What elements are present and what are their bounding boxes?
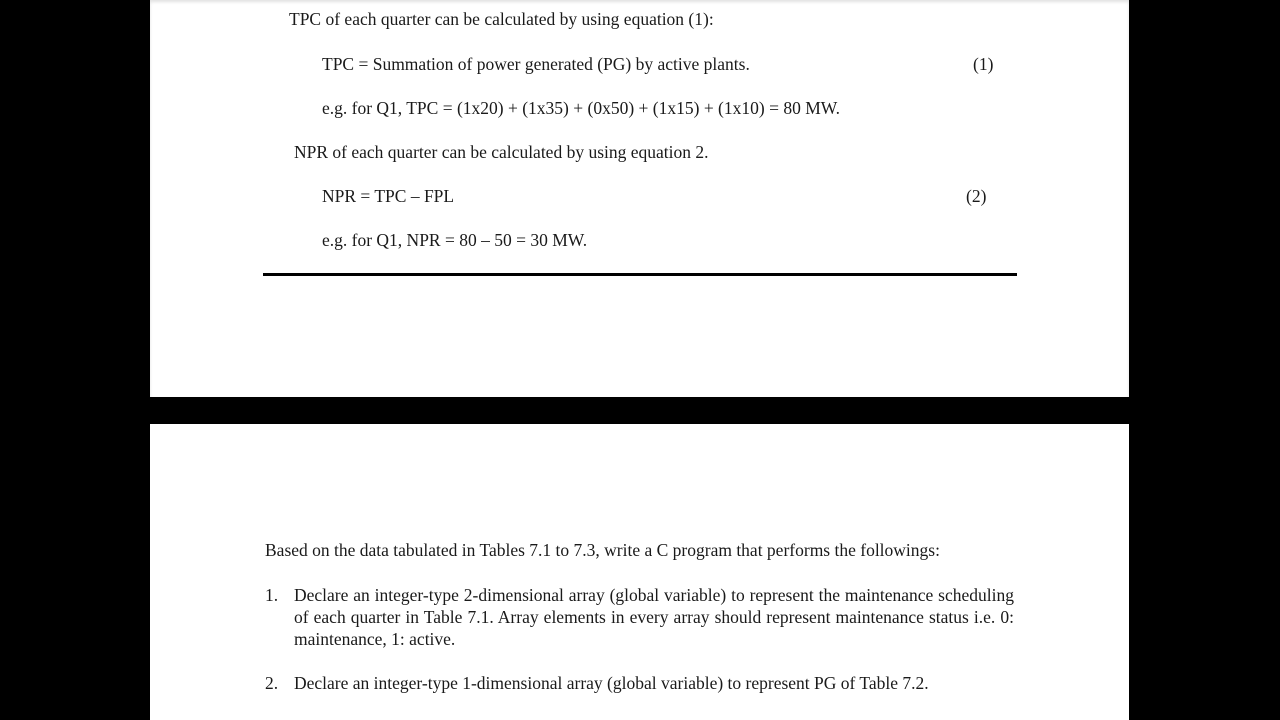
section-divider-rule (263, 273, 1017, 276)
list-item-number: 1. (265, 585, 279, 605)
list-item-number: 2. (265, 673, 279, 693)
npr-intro-text: NPR of each quarter can be calculated by using equation 2. (294, 142, 709, 162)
list-item-text: Declare an integer-type 2-dimensional array (global variable) to represent the maintenance scheduling of each quarter in Table 7.1. Array elements in every array should represent maintenance status i.e. 0: maintenance, 1: active. (294, 585, 1014, 649)
document-page-top (150, 0, 1129, 397)
tpc-equation-number: (1) (973, 54, 994, 74)
tpc-intro-text: TPC of each quarter can be calculated by using equation (1): (289, 9, 714, 29)
task-intro-text: Based on the data tabulated in Tables 7.1 to 7.3, write a C program that performs the followings: (265, 540, 940, 560)
npr-equation-number: (2) (966, 186, 987, 206)
npr-equation: NPR = TPC – FPL (322, 186, 455, 206)
document-page-bottom (150, 424, 1129, 720)
npr-example: e.g. for Q1, NPR = 80 – 50 = 30 MW. (322, 230, 588, 250)
tpc-equation: TPC = Summation of power generated (PG) by active plants. (322, 54, 750, 74)
list-item-text: Declare an integer-type 1-dimensional array (global variable) to represent PG of Table 7.2. (294, 673, 929, 693)
tpc-example: e.g. for Q1, TPC = (1x20) + (1x35) + (0x50) + (1x15) + (1x10) = 80 MW. (322, 98, 841, 118)
